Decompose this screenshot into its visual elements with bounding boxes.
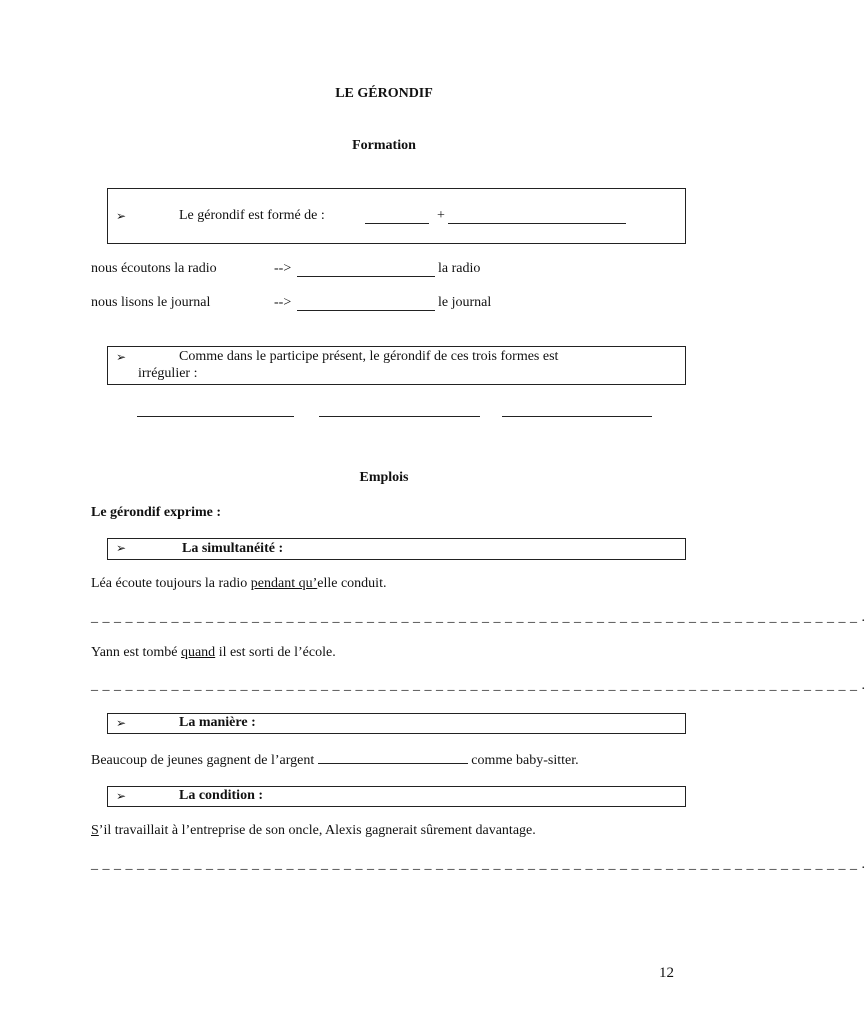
example-right: le journal [438,295,492,310]
bullet-arrow-icon: ➢ [116,716,127,730]
blank-line[interactable] [297,264,435,277]
page-title: LE GÉRONDIF [335,86,433,101]
irregular-forms-box [107,346,686,385]
blank-line[interactable] [319,404,480,417]
maniere-label: La manière : [179,715,256,730]
sentence-text: Léa écoute toujours la radio [91,576,251,591]
example-left: nous écoutons la radio [91,261,217,276]
sentence-text: Yann est tombé [91,645,181,660]
underlined-conjunction: pendant qu’ [250,576,318,591]
irregular-text-line2: irrégulier : [138,366,198,381]
maniere-box [107,713,686,734]
sentence-3 [91,751,579,769]
arrow-text: --> [274,261,292,276]
blank-line[interactable] [502,404,652,417]
emplois-heading: Emplois [359,470,409,485]
sentence-text: ’il travaillait à l’entreprise de son oncle, Alexis gagnerait sûrement davantage. [98,823,536,838]
answer-dash-line[interactable]: _ _ _ _ _ _ _ _ _ _ _ _ _ _ _ _ _ _ _ _ _ _ _ _ _ _ _ _ _ _ _ _ _ _ _ _ _ _ _ _ _ _ _ _ _ _ _ _ _ _ _ _ _ _ _ _ _ _ _ _ _ _ _ _ _ _ _ . [91,857,866,872]
simultaneite-label: La simultanéité : [182,541,284,556]
plus-sign: + [437,208,445,223]
example-left: nous lisons le journal [91,295,211,310]
irregular-text-line1: Comme dans le participe présent, le gérondif de ces trois formes est [179,349,559,364]
condition-label: La condition : [179,788,264,803]
answer-dash-line[interactable]: _ _ _ _ _ _ _ _ _ _ _ _ _ _ _ _ _ _ _ _ _ _ _ _ _ _ _ _ _ _ _ _ _ _ _ _ _ _ _ _ _ _ _ _ _ _ _ _ _ _ _ _ _ _ _ _ _ _ _ _ _ _ _ _ _ _ _ . [91,610,866,625]
formation-rule-text: Le gérondif est formé de : [179,208,325,223]
condition-box [107,786,686,807]
sentence-text: il est sorti de l’école. [215,645,336,660]
emplois-intro: Le gérondif exprime : [91,505,221,520]
bullet-arrow-icon: ➢ [116,541,127,555]
answer-dash-line[interactable]: _ _ _ _ _ _ _ _ _ _ _ _ _ _ _ _ _ _ _ _ _ _ _ _ _ _ _ _ _ _ _ _ _ _ _ _ _ _ _ _ _ _ _ _ _ _ _ _ _ _ _ _ _ _ _ _ _ _ _ _ _ _ _ _ _ _ _ . [91,678,866,693]
formation-heading: Formation [352,138,416,153]
example-right: la radio [438,261,481,276]
sentence-4 [91,823,536,839]
sentence-2 [91,645,336,661]
blank-line[interactable] [137,404,294,417]
sentence-text: Beaucoup de jeunes gagnent de l’argent [91,753,315,768]
underlined-conjunction: quand [180,645,216,660]
bullet-arrow-icon: ➢ [116,789,127,803]
sentence-1 [91,576,386,592]
sentence-text: elle conduit. [317,576,387,591]
blank-line[interactable] [365,211,429,224]
bullet-arrow-icon: ➢ [116,350,127,364]
sentence-text: comme baby-sitter. [471,753,579,768]
page-number: 12 [659,965,674,981]
bullet-arrow-icon: ➢ [116,209,127,223]
formation-rule-box [107,188,686,244]
blank-line[interactable] [297,298,435,311]
blank-line[interactable] [448,211,626,224]
blank-line[interactable] [318,751,468,764]
simultaneite-box [107,538,686,560]
underlined-conjunction: S [91,823,99,838]
arrow-text: --> [274,295,292,310]
